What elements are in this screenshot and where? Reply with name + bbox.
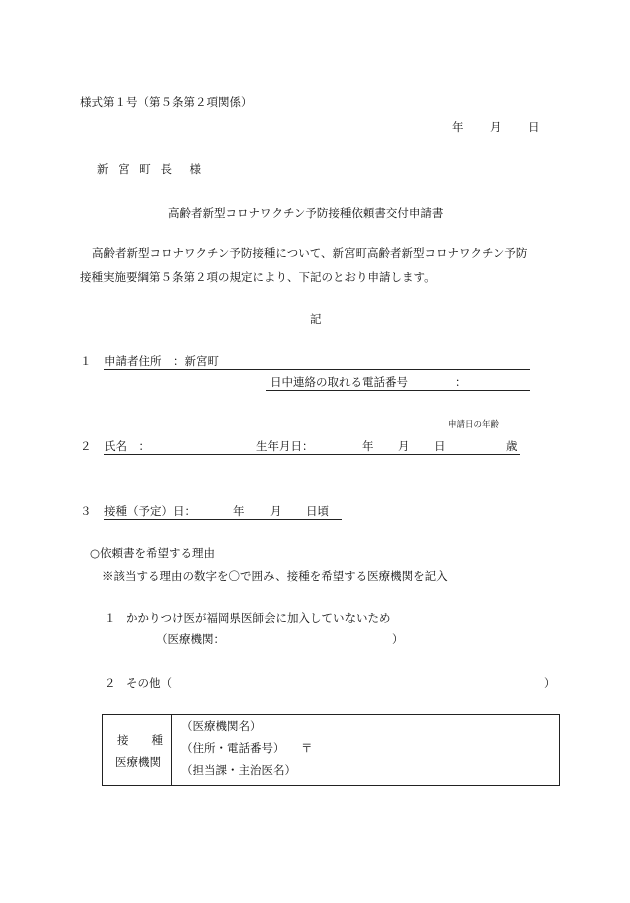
age-note: 申請日の年齢 [448,420,500,430]
vaccination-year-label: 年 [233,504,245,518]
birthdate-label: 生年月日： [256,439,314,453]
option1-clinic-label: （医療機関： [156,632,225,646]
option2-close: ） [544,676,556,690]
applicant-address-label: 申請者住所 ：新宮町 [104,354,219,368]
option1-text: かかりつけ医が福岡県医師会に加入していないため [126,611,391,625]
intro-line-1: 高齢者新型コロナワクチン予防接種について、新宮町高齢者新型コロナワクチン予防 [92,246,528,260]
addressee: 新 宮 町 長 様 [97,162,204,176]
item3-number: ３ [80,504,92,518]
postal-mark: 〒 [301,741,313,755]
name-label: 氏名 ： [104,439,150,453]
birth-month-label: 月 [398,439,410,453]
clinic-box-label-line1: 接 種 [117,733,163,747]
phone-field[interactable] [266,390,530,391]
option1-number[interactable]: １ [104,611,116,625]
ki-heading: 記 [310,312,322,326]
phone-colon: ： [455,375,467,389]
vaccination-date-label: 接種（予定）日： [104,504,196,518]
clinic-info-box [102,714,560,786]
intro-line-2: 接種実施要綱第５条第２項の規定により、下記のとおり申請します。 [80,270,436,284]
birth-day-label: 日 [434,439,446,453]
item1-number: １ [80,354,92,368]
name-birthdate-field[interactable] [104,454,520,455]
vaccination-month-label: 月 [270,504,282,518]
option2-text: その他（ [126,676,172,690]
document-title: 高齢者新型コロナワクチン予防接種依頼書交付申請書 [168,206,444,220]
clinic-box-label-line2: 医療機関 [115,755,161,769]
reason-note: ※該当する理由の数字を〇で囲み、接種を希望する医療機関を記入 [102,569,448,583]
form-number: 様式第１号（第５条第２項関係） [80,95,253,109]
phone-label: 日中連絡の取れる電話番号 [270,375,408,389]
age-unit: 歳 [506,439,518,453]
clinic-doctor-label: （担当課・主治医名） [181,763,296,777]
option2-number[interactable]: ２ [104,676,116,690]
date-year-label: 年 [452,120,464,134]
item2-number: ２ [80,439,92,453]
vaccination-day-label: 日頃 [306,504,329,518]
vaccination-date-field[interactable] [104,519,342,520]
option1-clinic-close: ） [392,632,404,646]
birth-year-label: 年 [362,439,374,453]
clinic-address-label: （住所・電話番号） [181,741,285,755]
date-month-label: 月 [490,120,502,134]
clinic-box-divider [171,715,172,785]
reason-heading: ○依頼書を希望する理由 [90,546,216,560]
clinic-name-label: （医療機関名） [181,719,262,733]
date-day-label: 日 [528,120,540,134]
applicant-address-field[interactable] [104,369,530,370]
